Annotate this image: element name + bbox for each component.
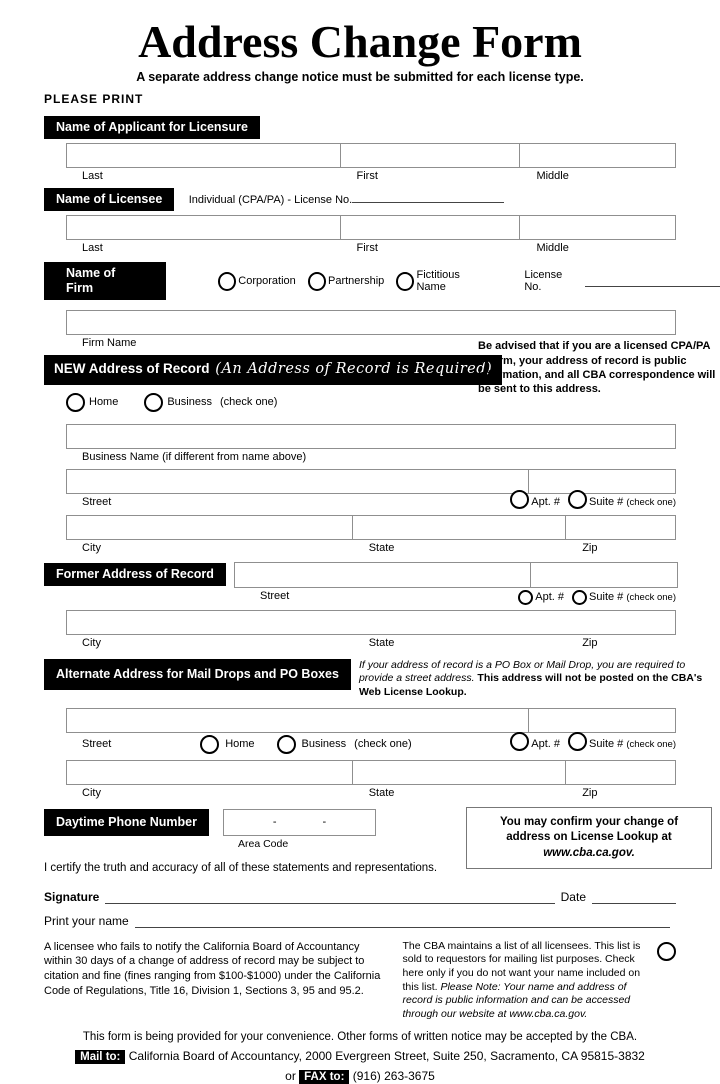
fax-to-line [0, 1069, 720, 1084]
former-apt-suite-input[interactable] [531, 563, 677, 587]
new-street-label: Street [82, 495, 112, 508]
new-home-label: Home [89, 396, 119, 409]
fax-number: (916) 263-3675 [352, 1069, 435, 1084]
licensee-individual-label: Individual (CPA/PA) - License No. [188, 194, 353, 207]
radio-new-suite[interactable] [568, 490, 587, 509]
alt-suite-check-one-label: (check one) [626, 738, 676, 750]
signature-line[interactable] [105, 891, 554, 904]
section-label-firm: Name of Firm [44, 262, 166, 300]
former-apt-label: Apt. # [535, 591, 565, 604]
former-street-label: Street [260, 589, 290, 602]
former-street-row [234, 562, 678, 588]
date-label: Date [560, 889, 586, 904]
alt-street-row [66, 708, 676, 733]
radio-new-business[interactable] [144, 393, 163, 412]
licensee-last-input[interactable] [67, 216, 341, 239]
firm-name-input[interactable] [67, 311, 675, 334]
former-suite-label: Suite # [589, 591, 624, 604]
partnership-label: Partnership [328, 275, 385, 288]
mail-to-chip: Mail to: [75, 1050, 125, 1064]
section-label-new-address [44, 355, 502, 384]
new-apt-label: Apt. # [531, 496, 561, 509]
license-lookup-confirm-box [466, 807, 712, 870]
section-label-daytime-phone: Daytime Phone Number [44, 809, 209, 836]
radio-partnership[interactable] [308, 272, 326, 291]
new-city-label: City [82, 541, 101, 554]
alt-state-input[interactable] [353, 761, 566, 784]
date-line[interactable] [592, 891, 676, 904]
former-city-state-zip-input[interactable] [67, 611, 675, 634]
former-city-row [66, 610, 676, 635]
page-subtitle: A separate address change notice must be submitted for each license type. [136, 70, 584, 85]
print-name-label: Print your name [44, 913, 129, 928]
licensee-first-input[interactable] [341, 216, 520, 239]
alt-check-one-label: (check one) [354, 738, 412, 751]
alt-apt-label: Apt. # [531, 738, 561, 751]
new-suite-label: Suite # [589, 496, 624, 509]
signature-label: Signature [44, 889, 100, 904]
alt-state-label: State [368, 786, 395, 799]
radio-alt-home[interactable] [200, 735, 219, 754]
alt-zip-input[interactable] [566, 761, 675, 784]
alt-street-input[interactable] [67, 709, 529, 732]
former-suite-check-one-label: (check one) [626, 591, 676, 603]
applicant-name-row [66, 143, 676, 168]
firm-name-label: Firm Name [82, 337, 137, 350]
new-business-label: Business [167, 396, 212, 409]
radio-former-suite[interactable] [572, 590, 587, 605]
applicant-first-label: First [356, 170, 378, 183]
former-zip-label: Zip [582, 636, 598, 649]
section-label-licensee: Name of Licensee [44, 188, 174, 211]
confirm-line1: You may confirm your change of [499, 815, 679, 828]
please-print-label: PLEASE PRINT [44, 92, 144, 107]
former-street-input[interactable] [235, 563, 531, 587]
alt-home-label: Home [225, 738, 255, 751]
radio-new-home[interactable] [66, 393, 85, 412]
phone-dash-1: - [272, 816, 277, 829]
mail-to-line [0, 1049, 720, 1064]
section-label-former-address: Former Address of Record [44, 563, 226, 586]
radio-new-apt[interactable] [510, 490, 529, 509]
alternate-note-bold: This address will not be posted on the CBA's Web License Lookup. [358, 672, 703, 698]
fax-to-chip: FAX to: [299, 1070, 349, 1084]
phone-number-input[interactable] [223, 809, 376, 836]
mailing-list-note: Please Note: Your name and address of record is public information and can be accessed through our website at www.cba.ca.gov. [402, 980, 631, 1020]
alt-suite-label: Suite # [589, 738, 624, 751]
radio-corporation[interactable] [218, 272, 236, 291]
convenience-notice: This form is being provided for your convenience. Other forms of written notice may be accepted by the CBA. [82, 1031, 638, 1044]
new-state-label: State [368, 541, 395, 554]
corporation-label: Corporation [238, 275, 296, 288]
area-code-label: Area Code [238, 837, 289, 850]
section-label-applicant: Name of Applicant for Licensure [44, 116, 260, 139]
radio-fictitious-name[interactable] [396, 272, 414, 291]
certify-statement: I certify the truth and accuracy of all of these statements and representations. [44, 861, 438, 874]
radio-opt-out-mailing-list[interactable] [657, 942, 676, 961]
radio-alt-business[interactable] [277, 735, 296, 754]
former-state-label: State [368, 636, 395, 649]
new-business-name-label: Business Name (if different from name above) [82, 450, 307, 463]
new-check-one-label: (check one) [219, 396, 278, 409]
mail-to-address: California Board of Accountancy, 2000 Evergreen Street, Suite 250, Sacramento, CA 95815-3832 [128, 1049, 645, 1064]
new-zip-label: Zip [582, 541, 598, 554]
licensee-last-label: Last [82, 242, 103, 255]
alternate-note-italic: If your address of record is a PO Box or Mail Drop, you are required to provide a street address. [358, 658, 686, 685]
applicant-middle-input[interactable] [520, 144, 675, 167]
new-city-row [66, 515, 676, 540]
licensee-name-row [66, 215, 676, 240]
mailing-list-notice [403, 940, 653, 1022]
new-apt-suite-input[interactable] [529, 470, 675, 493]
licensee-middle-input[interactable] [520, 216, 675, 239]
page-title: Address Change Form [138, 16, 582, 67]
licensee-first-label: First [356, 242, 378, 255]
phone-dash-2: - [322, 816, 327, 829]
new-state-input[interactable] [353, 516, 566, 539]
print-name-line[interactable] [135, 915, 670, 928]
citation-notice: A licensee who fails to notify the California Board of Accountancy within 30 days of a change of address of record may be subject to citation and fine (fines ranging from $100-$1000) under the California Code of Regulations, Title 16, Division 1, Sections 3, 95 and 95.2. [44, 940, 381, 998]
new-street-row [66, 469, 676, 494]
applicant-last-label: Last [82, 170, 103, 183]
section-label-alternate-address: Alternate Address for Mail Drops and PO Boxes [44, 659, 351, 690]
fictitious-name-label: Fictitious Name [416, 269, 460, 294]
alt-zip-label: Zip [582, 786, 598, 799]
firm-license-no-label: License No. [524, 269, 563, 294]
alternate-address-note [359, 659, 707, 700]
radio-alt-apt[interactable] [510, 732, 529, 751]
licensee-middle-label: Middle [536, 242, 569, 255]
alt-street-label: Street [82, 738, 112, 751]
new-business-name-input[interactable] [67, 425, 675, 448]
former-city-label: City [82, 636, 101, 649]
alt-apt-suite-input[interactable] [529, 709, 675, 732]
radio-alt-suite[interactable] [568, 732, 587, 751]
applicant-first-input[interactable] [341, 144, 520, 167]
or-label: or [285, 1069, 296, 1084]
alt-city-row [66, 760, 676, 785]
applicant-middle-label: Middle [536, 170, 569, 183]
applicant-last-input[interactable] [67, 144, 341, 167]
cba-url: www.cba.ca.gov. [543, 846, 635, 859]
firm-license-no-line[interactable] [585, 275, 720, 287]
alt-business-label: Business [301, 738, 347, 751]
new-suite-check-one-label: (check one) [626, 496, 676, 508]
firm-name-row [66, 310, 676, 335]
alt-city-input[interactable] [67, 761, 353, 784]
new-address-title: NEW Address of Record [54, 361, 210, 377]
new-city-input[interactable] [67, 516, 353, 539]
new-address-required-note: (An Address of Record is Required) [215, 361, 493, 378]
new-street-input[interactable] [67, 470, 529, 493]
mailing-list-text: The CBA maintains a list of all licensees. This list is sold to requestors for mailing list purposes. Check here only if you do not want your name included on this list. [402, 939, 641, 993]
address-advisory-note: Be advised that if you are a licensed CPA/PA or firm, your address of record is public information, and all CBA correspondence will be sent to this address. [478, 340, 716, 396]
radio-former-apt[interactable] [518, 590, 533, 605]
licensee-license-no-line[interactable] [352, 191, 504, 203]
new-zip-input[interactable] [566, 516, 675, 539]
new-business-name-row [66, 424, 676, 449]
alt-city-label: City [82, 786, 101, 799]
confirm-line2: address on License Lookup at [506, 831, 672, 844]
